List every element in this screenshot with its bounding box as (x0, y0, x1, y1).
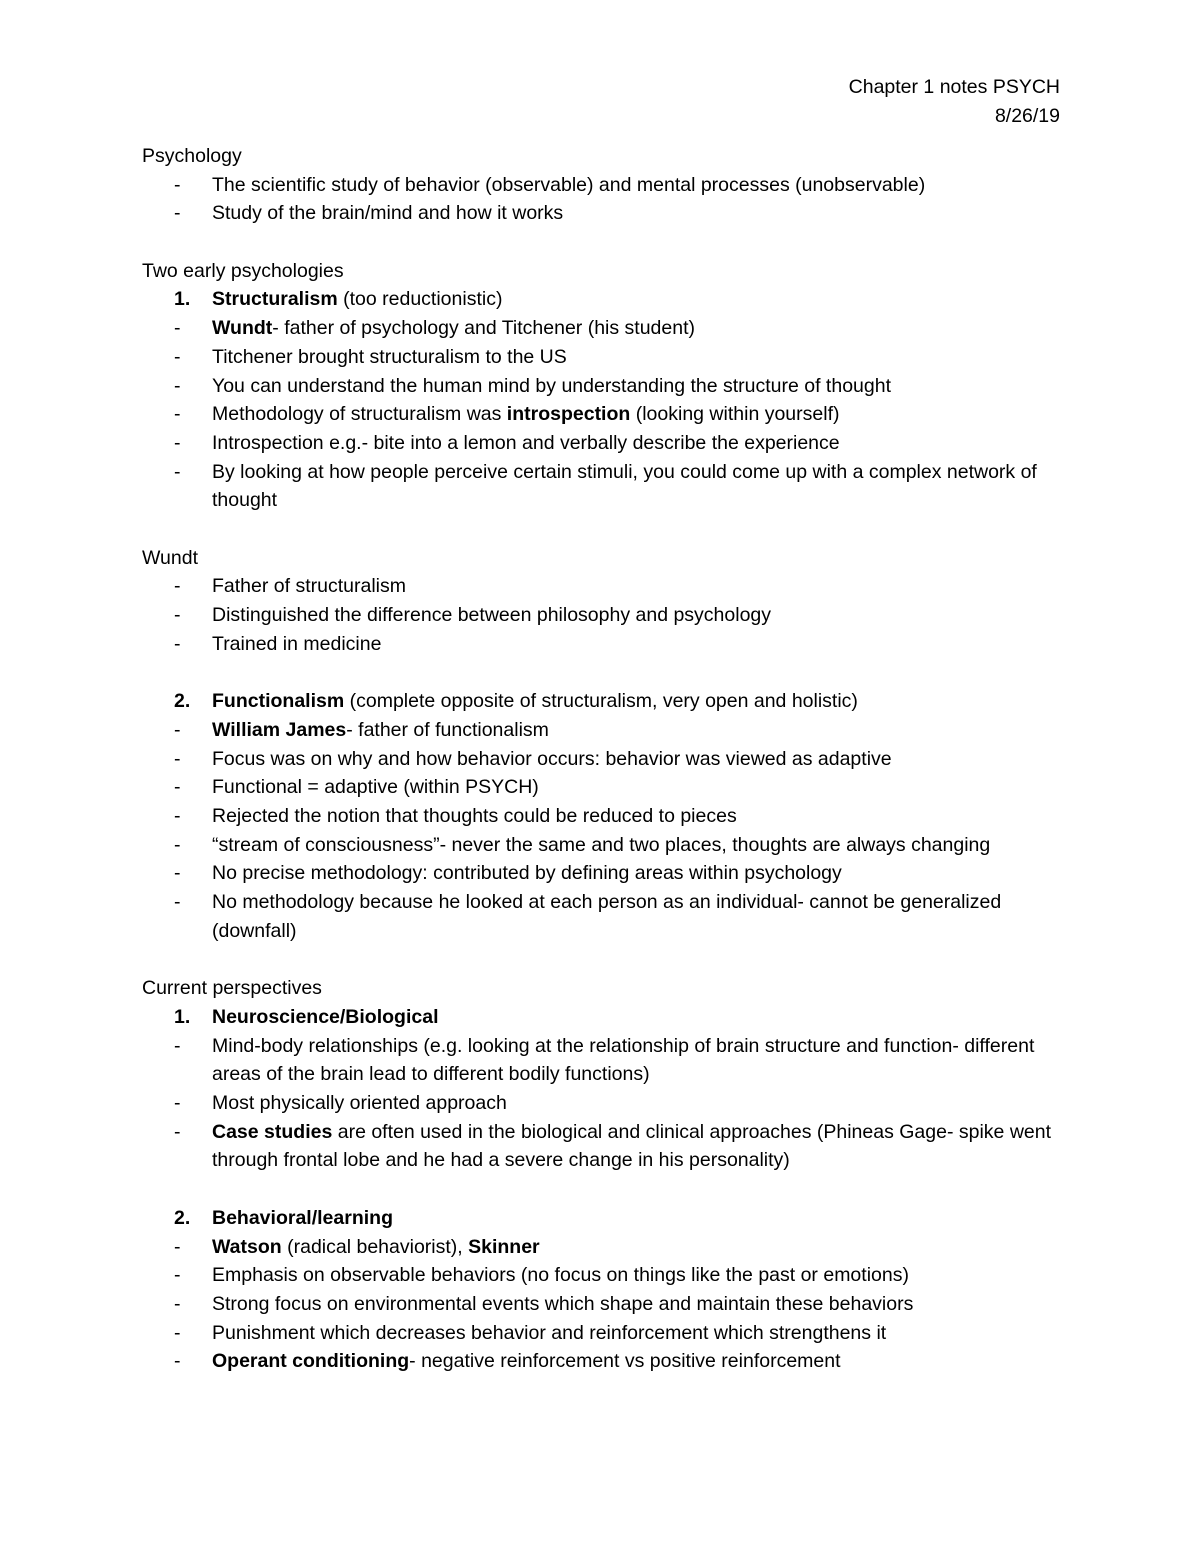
dash-marker: - (174, 575, 181, 598)
list-item: - William James- father of functionalism (142, 716, 1062, 745)
list-item: - Trained in medicine (142, 630, 1062, 659)
dash-marker: - (174, 1034, 181, 1057)
list-item: - Methodology of structuralism was introspection (looking within yourself) (142, 400, 1062, 429)
list-item: - Distinguished the difference between philosophy and psychology (142, 601, 1062, 630)
dash-marker: - (174, 374, 181, 397)
section-title: Wundt (142, 546, 199, 569)
list-item: - Focus was on why and how behavior occurs: behavior was viewed as adaptive (142, 745, 1062, 774)
list-item: - Operant conditioning- negative reinforcement vs positive reinforcement (142, 1347, 1062, 1376)
number-marker: 2. (174, 1206, 191, 1229)
dash-marker: - (174, 173, 181, 196)
document-title: Chapter 1 notes PSYCH (848, 76, 1060, 98)
number-marker: 1. (174, 288, 191, 311)
numbered-heading: 2. Behavioral/learning (142, 1204, 1062, 1233)
dash-marker: - (174, 202, 181, 225)
list-item: - Titchener brought structuralism to the US (142, 343, 1062, 372)
section-wundt (142, 544, 1062, 659)
section-title: Two early psychologies (142, 259, 344, 282)
dash-marker: - (174, 317, 181, 340)
list-item: - “stream of consciousness”- never the same and two places, thoughts are always changing (142, 831, 1062, 860)
dash-marker: - (174, 833, 181, 856)
number-marker: 1. (174, 1005, 191, 1028)
dash-marker: - (174, 1264, 181, 1287)
dash-marker: - (174, 776, 181, 799)
dash-marker: - (174, 1235, 181, 1258)
list-item: - Rejected the notion that thoughts could be reduced to pieces (142, 802, 1062, 831)
section-functionalism (142, 687, 1062, 945)
list-item: - No precise methodology: contributed by defining areas within psychology (142, 859, 1062, 888)
dash-marker: - (174, 431, 181, 454)
list-item: - Case studies are often used in the biological and clinical approaches (Phineas Gage- spike went through frontal lobe and he had a severe change in his personality) (142, 1118, 1062, 1175)
list-item: - Mind-body relationships (e.g. looking at the relationship of brain structure and function- different areas of the brain lead to different bodily functions) (142, 1032, 1062, 1089)
number-marker: 2. (174, 690, 191, 713)
list-item: - No methodology because he looked at each person as an individual- cannot be generalized (downfall) (142, 888, 1062, 945)
dash-marker: - (174, 747, 181, 770)
dash-marker: - (174, 632, 181, 655)
section-title: Current perspectives (142, 977, 322, 1000)
dash-marker: - (174, 1092, 181, 1115)
list-item: - Functional = adaptive (within PSYCH) (142, 773, 1062, 802)
dash-marker: - (174, 403, 181, 426)
list-item: - Watson (radical behaviorist), Skinner (142, 1233, 1062, 1262)
notes-body (142, 142, 1062, 1376)
dash-marker: - (174, 1350, 181, 1373)
section-psychology (142, 142, 1062, 228)
dash-marker: - (174, 1321, 181, 1344)
dash-marker: - (174, 345, 181, 368)
list-item: - Wundt- father of psychology and Titchener (his student) (142, 314, 1062, 343)
dash-marker: - (174, 805, 181, 828)
list-item: - By looking at how people perceive certain stimuli, you could come up with a complex network of thought (142, 458, 1062, 515)
list-item: - Most physically oriented approach (142, 1089, 1062, 1118)
section-early-psychologies (142, 257, 1062, 515)
dash-marker: - (174, 862, 181, 885)
dash-marker: - (174, 1292, 181, 1315)
list-item: - You can understand the human mind by understanding the structure of thought (142, 372, 1062, 401)
numbered-heading: 1. Structuralism (too reductionistic) (142, 285, 1062, 314)
list-item: - Introspection e.g.- bite into a lemon and verbally describe the experience (142, 429, 1062, 458)
section-title: Psychology (142, 145, 242, 167)
dash-marker: - (174, 891, 181, 914)
dash-marker: - (174, 718, 181, 741)
document-date: 8/26/19 (994, 105, 1060, 127)
list-item: - Emphasis on observable behaviors (no focus on things like the past or emotions) (142, 1261, 1062, 1290)
dash-marker: - (174, 604, 181, 627)
list-item: - Father of structuralism (142, 572, 1062, 601)
dash-marker: - (174, 460, 181, 483)
dash-marker: - (174, 1120, 181, 1143)
numbered-heading: 1. Neuroscience/Biological (142, 1003, 1062, 1032)
list-item: - Punishment which decreases behavior and reinforcement which strengthens it (142, 1319, 1062, 1348)
section-current-perspectives (142, 974, 1062, 1376)
numbered-heading: 2. Functionalism (complete opposite of structuralism, very open and holistic) (142, 687, 1062, 716)
list-item: - The scientific study of behavior (observable) and mental processes (unobservable) (142, 171, 1062, 200)
list-item: - Study of the brain/mind and how it works (142, 199, 1062, 228)
list-item: - Strong focus on environmental events which shape and maintain these behaviors (142, 1290, 1062, 1319)
